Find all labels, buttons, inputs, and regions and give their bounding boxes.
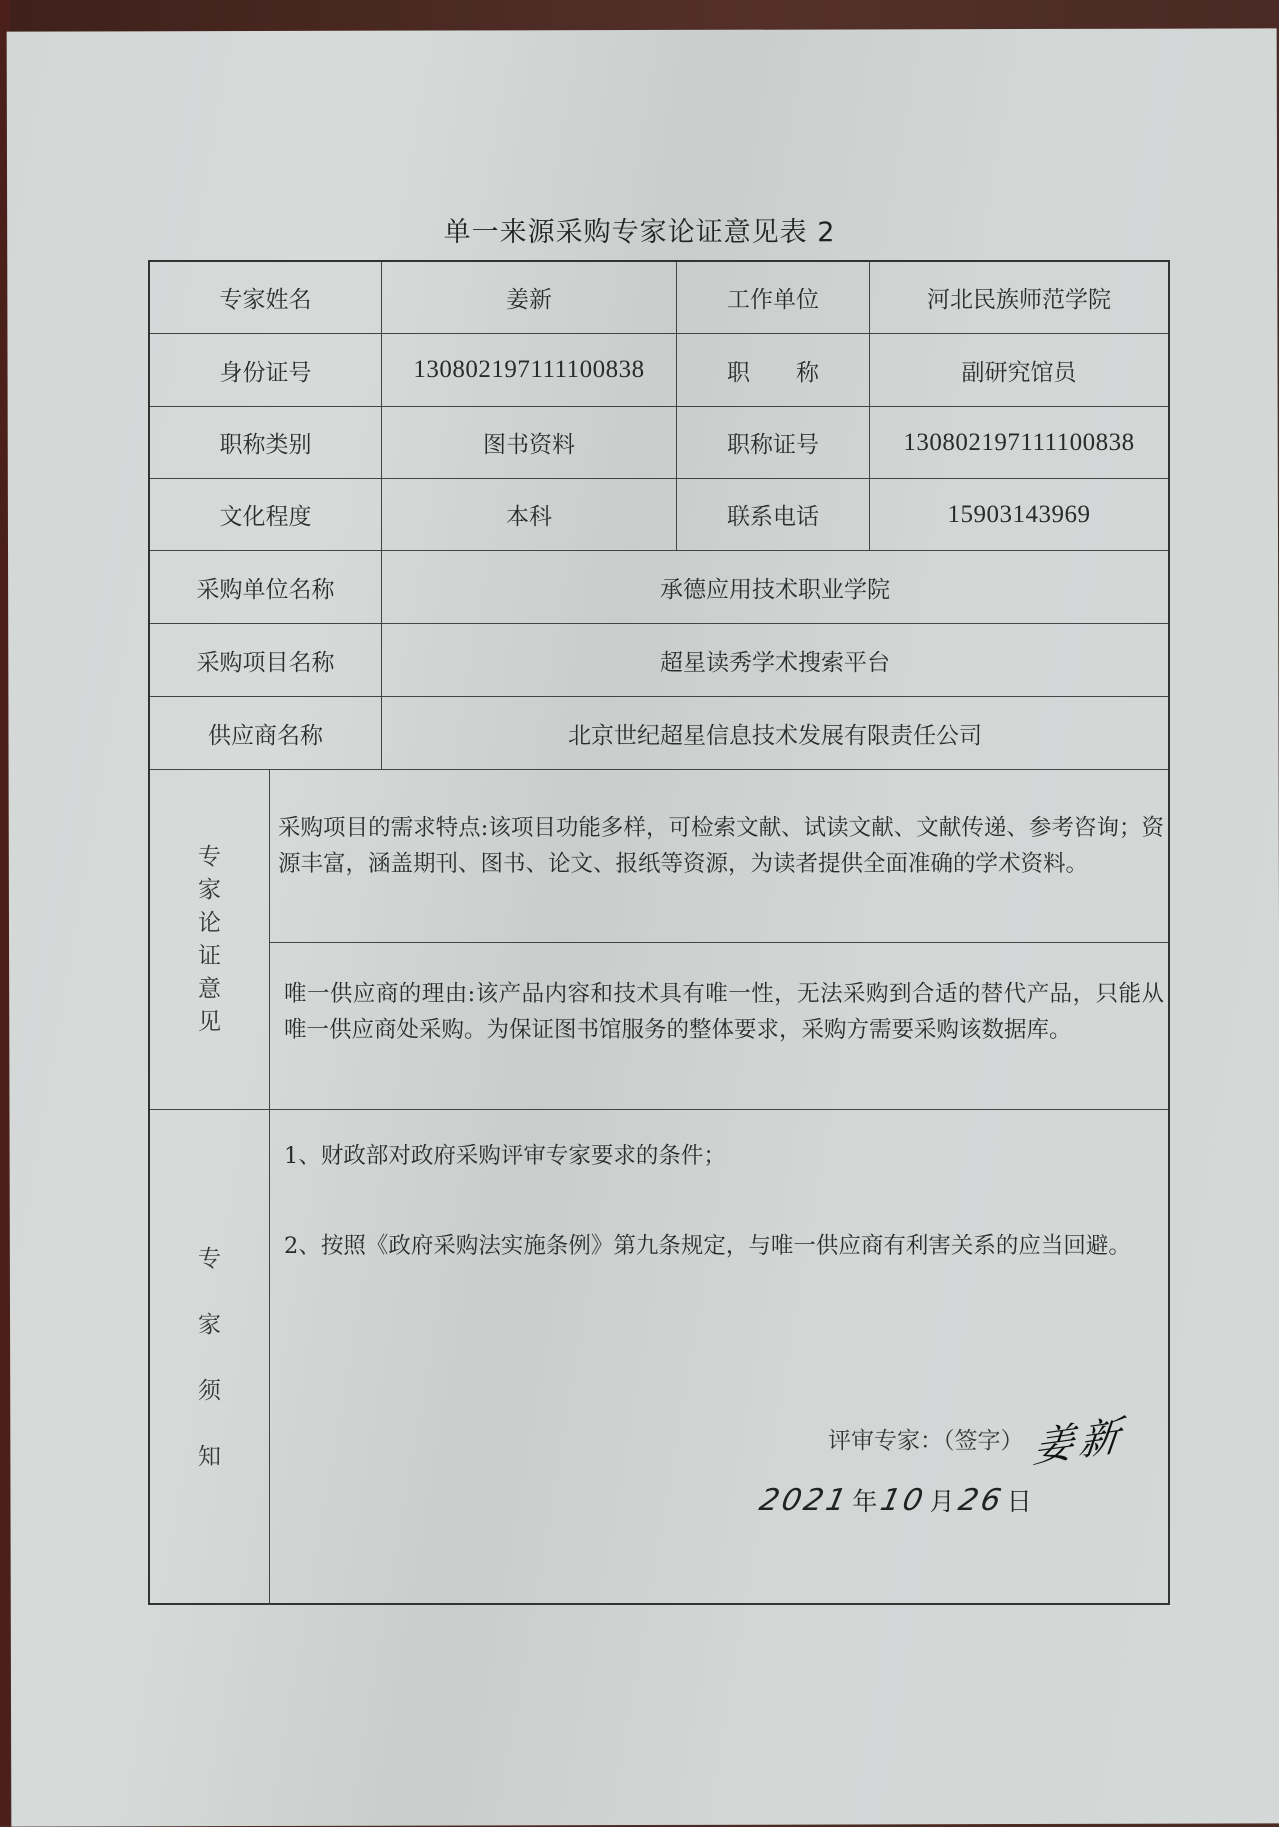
date-day-suffix: 日 bbox=[1006, 1487, 1032, 1516]
value-title-cert-no: 130802197111100838 bbox=[903, 428, 1135, 456]
demand-features-text: 采购项目的需求特点:该项目功能多样，可检索文献、试读文献、文献传递、参考咨询；资源丰富，涵盖期刊、图书、论文、报纸等资源，为读者提供全面准确的学术资料。 bbox=[278, 815, 1164, 877]
row-supplier bbox=[150, 697, 1168, 770]
signature-label: 评审专家：（签字） bbox=[828, 1428, 1024, 1454]
label-project: 采购项目名称 bbox=[150, 624, 382, 696]
notice-item-2: 2、按照《政府采购法实施条例》第九条规定，与唯一供应商有利害关系的应当回避。 bbox=[284, 1233, 1131, 1259]
label-char: 家 bbox=[198, 876, 221, 903]
label-char: 专 bbox=[198, 843, 221, 870]
handwritten-signature: 姜新 bbox=[1030, 1412, 1128, 1473]
date-day: 26 bbox=[954, 1483, 1007, 1518]
label-char: 意 bbox=[198, 975, 221, 1002]
value-project: 超星读秀学术搜索平台 bbox=[660, 649, 890, 676]
row-project bbox=[150, 624, 1168, 697]
signature-line bbox=[828, 1410, 1128, 1473]
expert-opinion-form bbox=[148, 260, 1170, 1605]
label-title: 职 称 bbox=[677, 334, 870, 406]
label-expert-name: 专家姓名 bbox=[150, 262, 382, 333]
notice-item-1: 1、财政部对政府采购评审专家要求的条件； bbox=[284, 1143, 726, 1169]
label-id-number: 身份证号 bbox=[150, 334, 382, 406]
label-char: 须 bbox=[198, 1377, 221, 1404]
label-char: 家 bbox=[198, 1311, 221, 1338]
row-purchaser bbox=[150, 551, 1168, 624]
label-char: 证 bbox=[198, 942, 221, 969]
date-month-suffix: 月 bbox=[929, 1487, 955, 1516]
row-expert-name bbox=[150, 262, 1168, 334]
value-id-number: 130802197111100838 bbox=[382, 334, 677, 406]
label-expert-notice bbox=[150, 1110, 270, 1605]
label-expert-opinion bbox=[150, 770, 270, 1109]
section-expert-notice bbox=[150, 1110, 1168, 1605]
date-year: 2021 bbox=[756, 1483, 853, 1518]
value-expert-name: 姜新 bbox=[382, 262, 677, 333]
label-phone: 联系电话 bbox=[677, 479, 870, 550]
date-year-suffix: 年 bbox=[852, 1487, 878, 1516]
value-supplier: 北京世纪超星信息技术发展有限责任公司 bbox=[568, 722, 982, 749]
label-char: 论 bbox=[198, 909, 221, 936]
signature-date bbox=[756, 1482, 1036, 1518]
label-purchaser: 采购单位名称 bbox=[150, 551, 382, 623]
value-education: 本科 bbox=[382, 479, 677, 550]
label-work-unit: 工作单位 bbox=[677, 262, 870, 333]
value-work-unit: 河北民族师范学院 bbox=[927, 287, 1111, 313]
label-title-category: 职称类别 bbox=[150, 407, 382, 478]
value-phone: 15903143969 bbox=[947, 500, 1091, 528]
date-month: 10 bbox=[877, 1483, 930, 1518]
label-supplier: 供应商名称 bbox=[150, 697, 382, 769]
row-id-number bbox=[150, 334, 1168, 407]
value-title: 副研究馆员 bbox=[961, 359, 1077, 386]
label-char: 专 bbox=[198, 1245, 221, 1272]
document-title: 单一来源采购专家论证意见表 2 bbox=[443, 217, 836, 248]
row-education bbox=[150, 479, 1168, 551]
section-expert-opinion bbox=[150, 770, 1168, 1110]
label-char: 知 bbox=[198, 1443, 221, 1470]
sole-supplier-reason-text: 唯一供应商的理由:该产品内容和技术具有唯一性，无法采购到合适的替代产品，只能从唯一供应商处采购。为保证图书馆服务的整体要求，采购方需要采购该数据库。 bbox=[284, 981, 1164, 1043]
label-title-cert-no: 职称证号 bbox=[677, 407, 870, 478]
label-char: 见 bbox=[198, 1008, 221, 1035]
row-title-category bbox=[150, 407, 1168, 479]
value-title-category: 图书资料 bbox=[382, 407, 677, 478]
value-purchaser: 承德应用技术职业学院 bbox=[660, 576, 890, 603]
label-education: 文化程度 bbox=[150, 479, 382, 550]
